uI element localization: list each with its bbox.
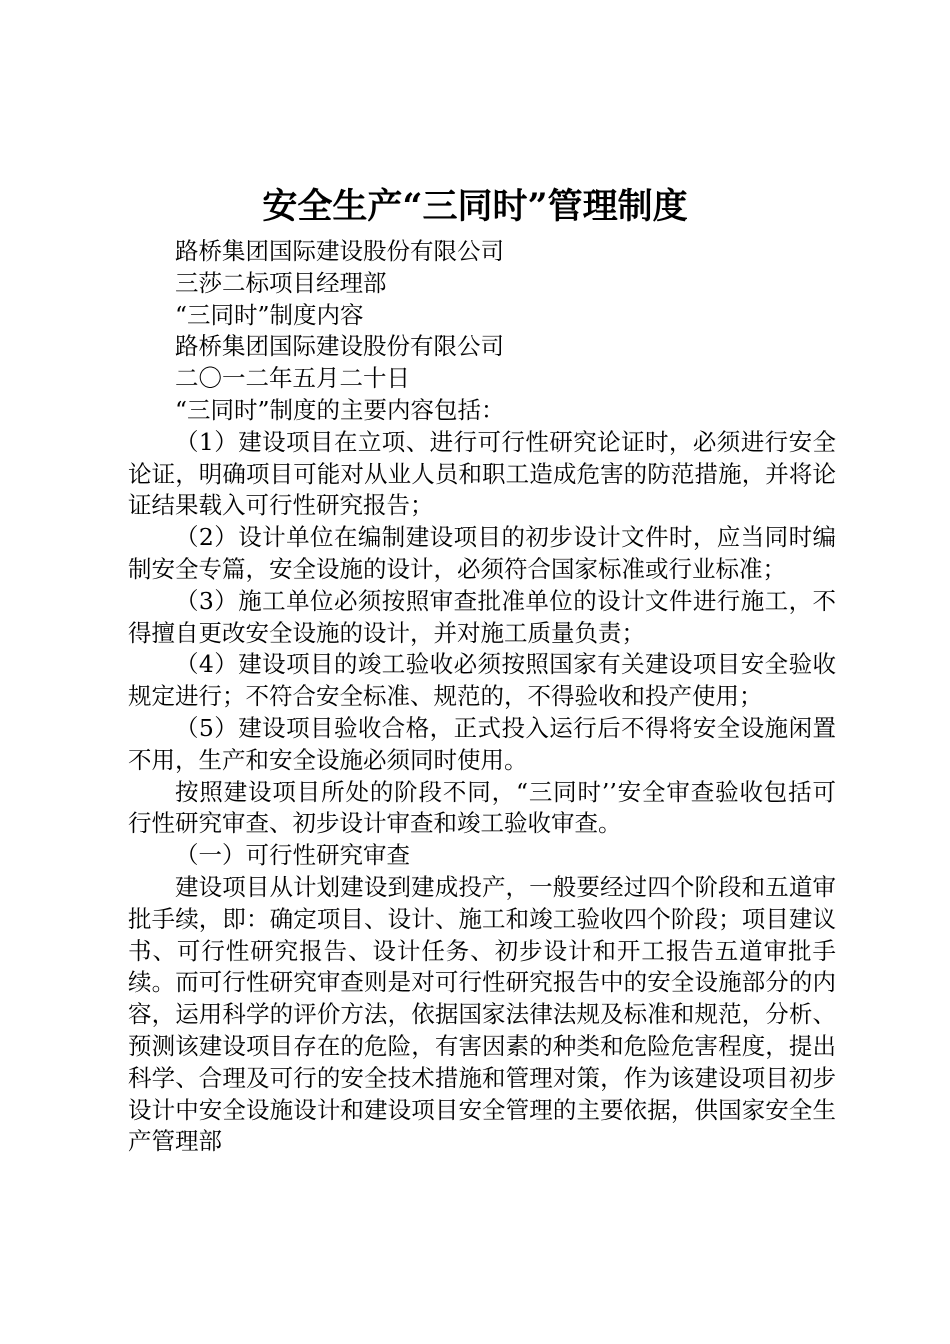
- feasibility-review-paragraph: 建设项目从计划建设到建成投产，一般要经过四个阶段和五道审批手续，即：确定项目、设计、施工和竣工验收四个阶段；项目建议书、可行性研究报告、设计任务、初步设计和开工报告五道审批手续。而可行性研究审查则是对可行性研究报告中的安全设施部分的内容，运用科学的评价方法，依据国家法律法规及标准和规范，分析、预测该建设项目存在的危险，有害因素的种类和危险危害程度，提出科学、合理及可行的安全技术措施和管理对策，作为该建设项目初步设计中安全设施设计和建设项目安全管理的主要依据，供国家安全生产管理部: [128, 872, 836, 1156]
- review-stages-paragraph: 按照建设项目所处的阶段不同，“三同时’’安全审查验收包括可行性研究审查、初步设计审查和竣工验收审查。: [128, 777, 836, 838]
- item-2-paragraph: （2）设计单位在编制建设项目的初步设计文件时，应当同时编制安全专篇，安全设施的设计，必须符合国家标准或行业标准；: [128, 523, 836, 583]
- item-4-paragraph: （4）建设项目的竣工验收必须按照国家有关建设项目安全验收规定进行；不符合安全标准、规范的，不得验收和投产使用；: [128, 650, 836, 711]
- section-heading-feasibility-review: （一）可行性研究审查: [175, 841, 410, 870]
- company-name-line: 路桥集团国际建设股份有限公司: [175, 237, 504, 265]
- document-body: [128, 236, 836, 1158]
- content-intro-paragraph: “三同时”制度的主要内容包括：: [175, 395, 505, 424]
- item-3-paragraph: （3）施工单位必须按照审查批准单位的设计文件进行施工，不得擅自更改安全设施的设计，并对施工质量负责；: [128, 586, 836, 647]
- item-1-paragraph: （1）建设项目在立项、进行可行性研究论证时，必须进行安全论证，明确项目可能对从业人员和职工造成危害的防范措施，并将论证结果载入可行性研究报告；: [128, 427, 836, 520]
- date-line: 二〇一二年五月二十日: [175, 364, 410, 393]
- issuer-line: 路桥集团国际建设股份有限公司: [175, 332, 504, 361]
- item-5-paragraph: （5）建设项目验收合格，正式投入运行后不得将安全设施闲置不用，生产和安全设施必须同时使用。: [128, 713, 836, 774]
- subject-line: “三同时”制度内容: [175, 300, 364, 329]
- document-title: 安全生产“三同时”管理制度: [262, 186, 688, 227]
- department-line: 三莎二标项目经理部: [175, 268, 387, 297]
